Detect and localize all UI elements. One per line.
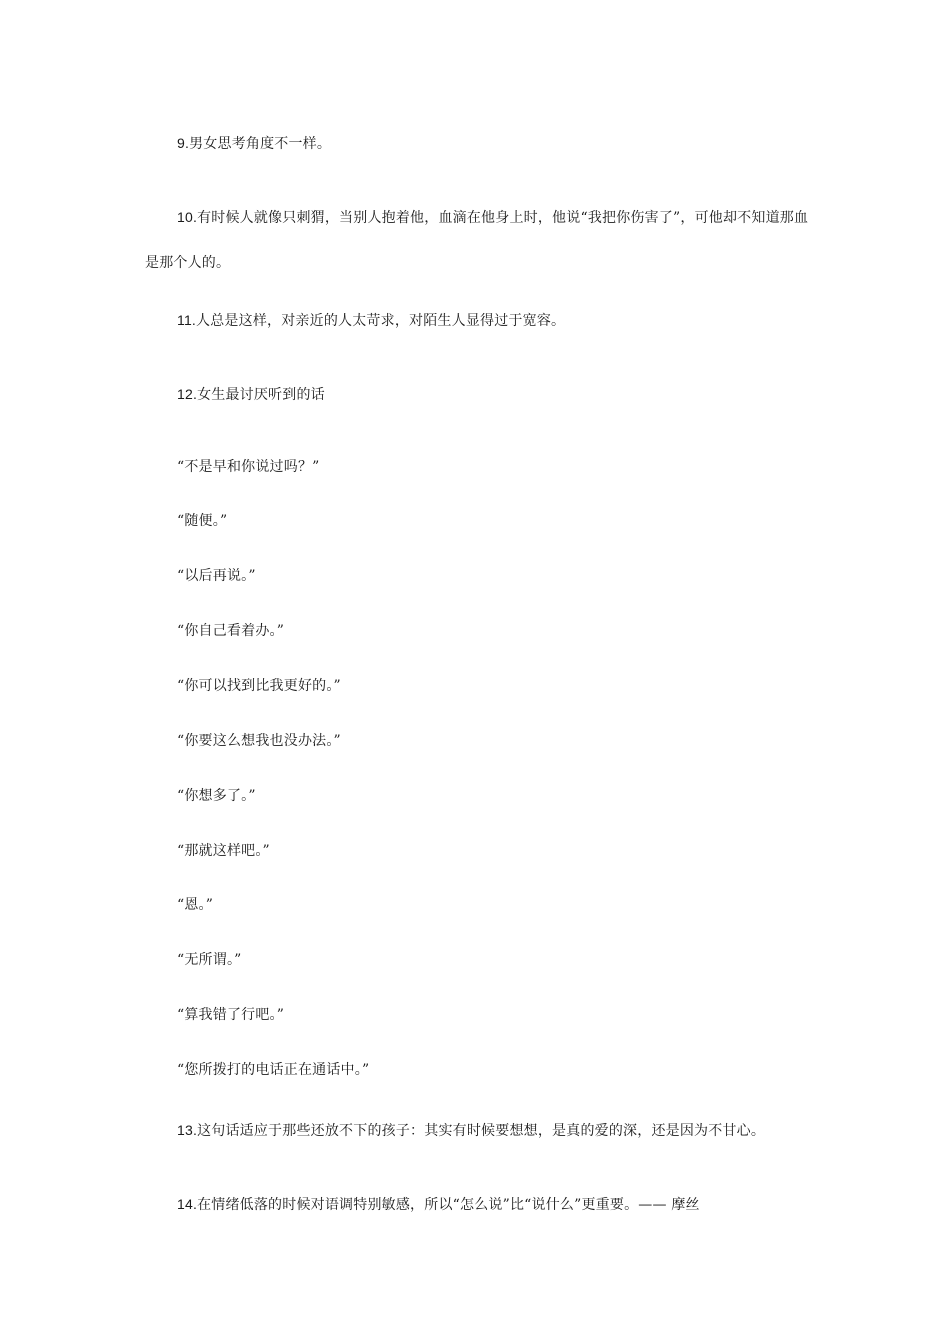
item-13: [177, 1121, 765, 1140]
quote-text: “你自己看着办。”: [177, 623, 285, 639]
item-number: 9.: [177, 135, 190, 151]
item-number: 10.: [177, 209, 198, 225]
quote-text: “算我错了行吧。”: [177, 1007, 285, 1023]
quote-line: [177, 458, 320, 476]
item-text: 有时候人就像只刺猬，当别人抱着他，血滴在他身上时，他说“我把你伤害了”，可他却不知道那血: [197, 210, 809, 226]
quote-line: [177, 622, 284, 640]
quote-line: [177, 951, 242, 969]
quote-line: [177, 1006, 284, 1024]
quote-line: [177, 1061, 369, 1079]
item-text: 男女思考角度不一样。: [189, 136, 332, 152]
quote-text: “无所谓。”: [177, 952, 242, 968]
item-number: 13.: [177, 1122, 198, 1138]
quote-line: [177, 567, 256, 585]
quote-line: [177, 787, 256, 805]
item-number: 11.: [177, 312, 197, 328]
item-text: 人总是这样，对亲近的人太苛求，对陌生人显得过于宽容。: [196, 313, 566, 329]
quote-text: “你可以找到比我更好的。”: [177, 678, 341, 694]
item-11: [177, 311, 565, 330]
quote-text: “恩。”: [177, 897, 214, 913]
item-10-continuation: [145, 254, 230, 272]
item-text: 是那个人的。: [145, 255, 231, 271]
item-12: [177, 385, 325, 404]
quote-text: “不是早和你说过吗？”: [177, 459, 320, 475]
item-text: 女生最讨厌听到的话: [197, 387, 325, 403]
quote-line: [177, 732, 341, 750]
item-number: 14.: [177, 1196, 198, 1212]
quote-line: [177, 677, 341, 695]
quote-text: “您所拨打的电话正在通话中。”: [177, 1062, 370, 1078]
quote-text: “你要这么想我也没办法。”: [177, 733, 341, 749]
item-14: [177, 1195, 700, 1214]
quote-line: [177, 842, 270, 860]
quote-text: “那就这样吧。”: [177, 843, 270, 859]
item-10: [177, 208, 808, 227]
quote-line: [177, 896, 213, 914]
item-number: 12.: [177, 386, 198, 402]
quote-text: “以后再说。”: [177, 568, 256, 584]
quote-line: [177, 512, 227, 530]
item-text: 这句话适应于那些还放不下的孩子：其实有时候要想想，是真的爱的深，还是因为不甘心。: [197, 1123, 766, 1139]
quote-text: “随便。”: [177, 513, 228, 529]
item-text: 在情绪低落的时候对语调特别敏感，所以“怎么说”比“说什么”更重要。—— 摩丝: [197, 1197, 700, 1213]
quote-text: “你想多了。”: [177, 788, 256, 804]
item-9: [177, 134, 331, 153]
